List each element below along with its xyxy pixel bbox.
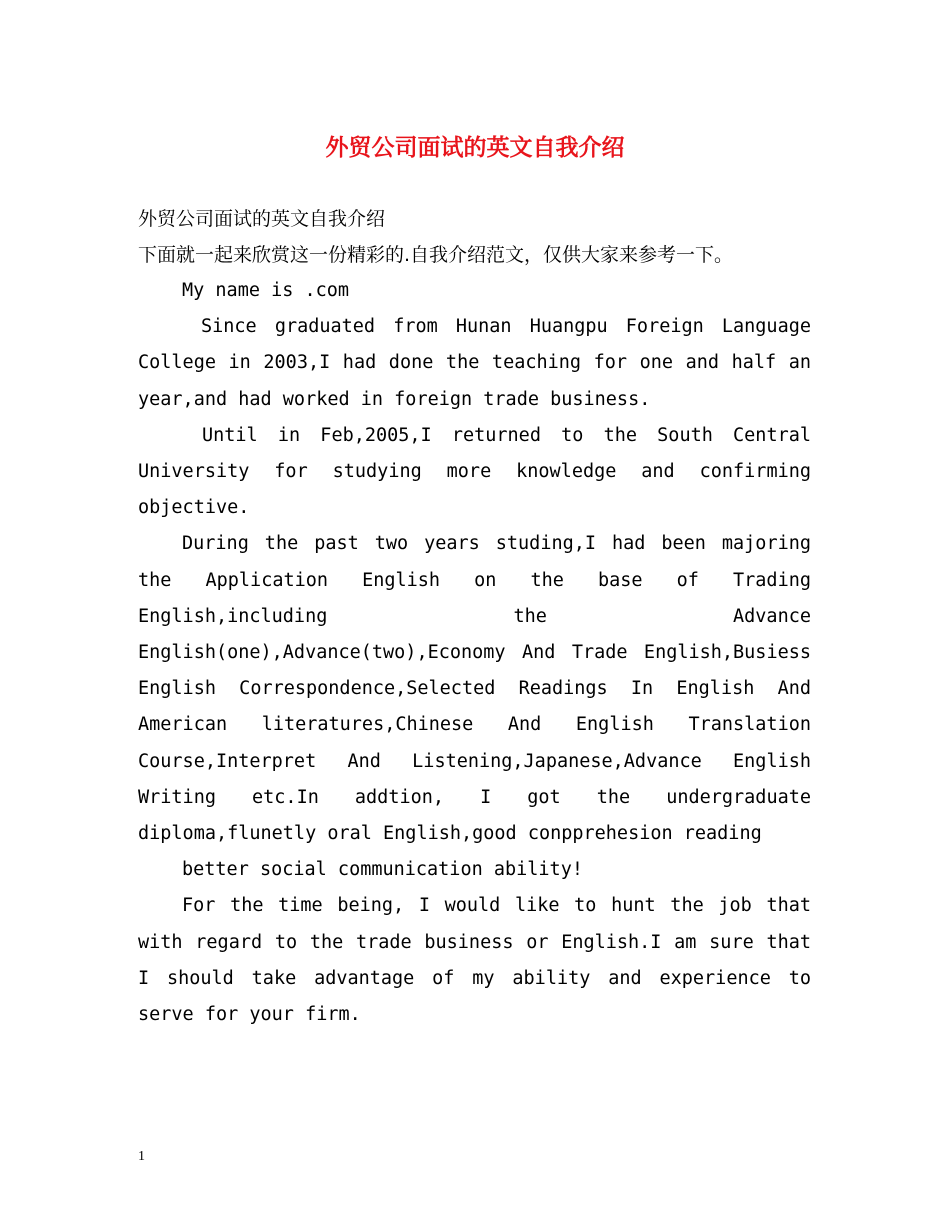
paragraph-ability: better social communication ability!	[182, 859, 583, 881]
paragraph-objective: For the time being, I would like to hunt the job that with regard to the trade business or English.I am sure that I should take advantage of my ability and experience to serve for your firm.	[138, 895, 811, 1026]
intro-line: 下面就一起来欣赏这一份精彩的.自我介绍范文，仅供大家来参考一下。	[138, 244, 734, 266]
document-title: 外贸公司面试的英文自我介绍	[325, 134, 625, 161]
document-body	[138, 201, 811, 1033]
paragraph-name: My name is .com	[182, 280, 350, 301]
paragraph-university: Until in Feb,2005,I returned to the South Central University for studying more knowledge and confirming objective.	[138, 424, 811, 519]
page-number: 1	[138, 1149, 145, 1164]
paragraph-major: During the past two years studing,I had been majoring the Application English on the base of Trading English,including the Advance English(one),Advance(two),Economy And Trade English,Busiess English Correspondence,Selected Readings In English And American literatures,Chinese And English Translation Course,Interpret And Listening,Japanese,Advance English Writing etc.In addtion, I got the undergraduate diploma,flunetly oral English,good conpprehesion reading	[138, 533, 811, 845]
paragraph-education: Since graduated from Hunan Huangpu Foreign Language College in 2003,I had done the teaching for one and half an year,and had worked in foreign trade business.	[138, 316, 811, 410]
document-subtitle: 外贸公司面试的英文自我介绍	[138, 208, 386, 230]
